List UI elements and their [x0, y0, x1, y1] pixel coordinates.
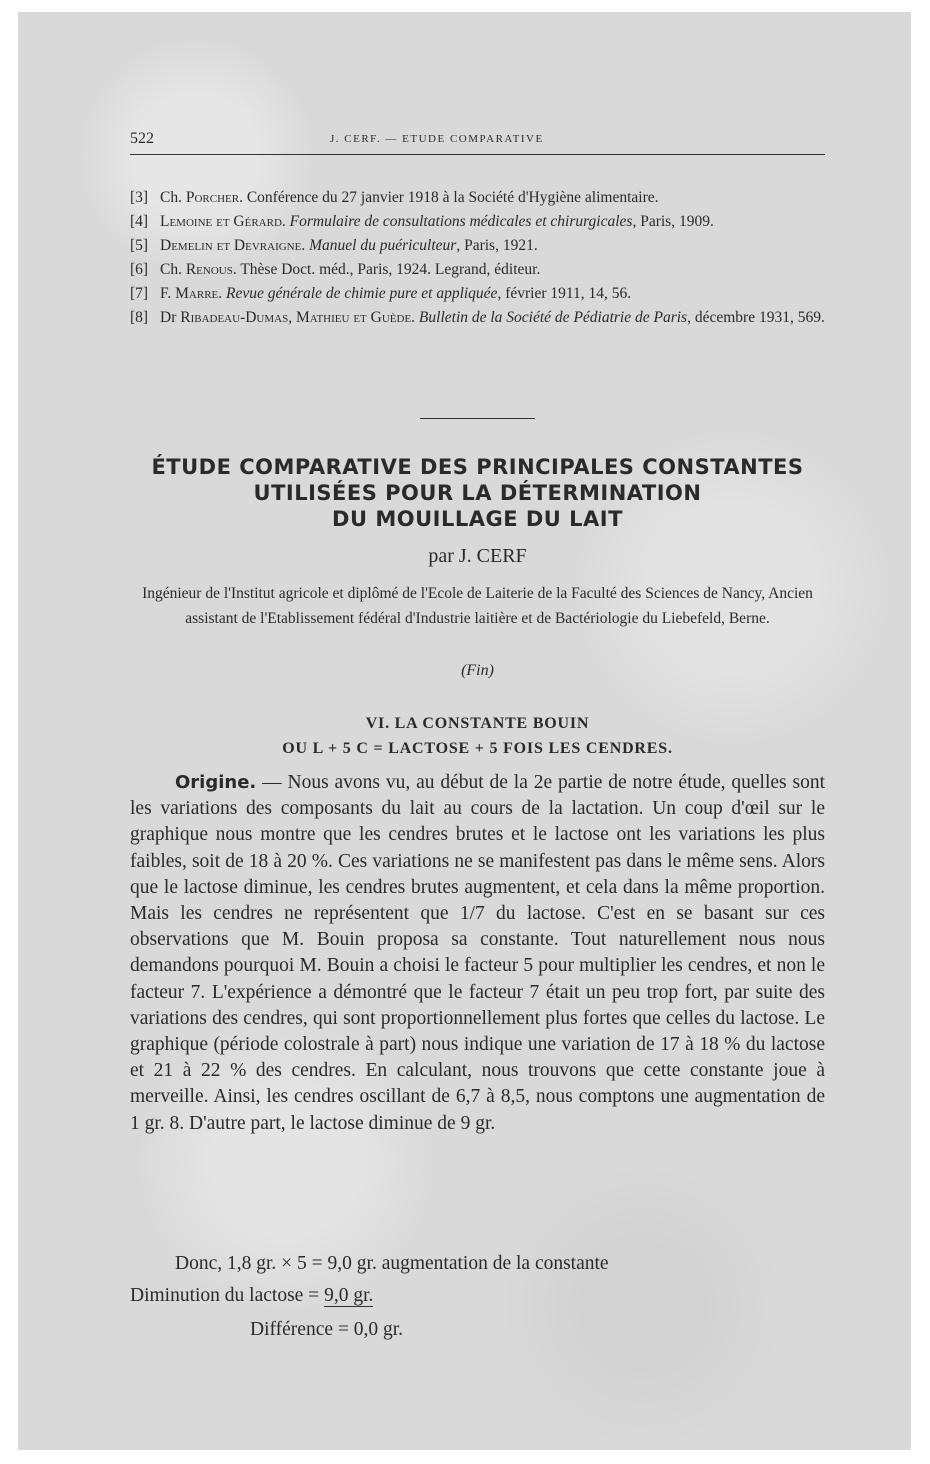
paragraph-lead: Origine.	[175, 772, 257, 793]
running-title: J. CERF. — ETUDE COMPARATIVE	[330, 133, 544, 145]
page-number: 522	[130, 130, 154, 147]
reference-item: [8] Dr Ribadeau-Dumas, Mathieu et Guède. Bulletin de la Société de Pédiatrie de Paris, décembre 1931, 569.	[130, 309, 825, 326]
reference-list	[130, 186, 825, 330]
reference-item: [4] Lemoine et Gérard. Formulaire de consultations médicales et chirurgicales, Paris, 1909.	[130, 213, 714, 230]
calc-line: Diminution du lactose = 9,0 gr.	[130, 1285, 374, 1306]
calc-line: Différence = 0,0 gr.	[250, 1319, 404, 1340]
author-affiliation: Ingénieur de l'Institut agricole et diplômé de l'Ecole de Laiterie de la Faculté des Sciences de Nancy, Ancien assistant de l'Etablissement fédéral d'Industrie laitière et de Bactériologie du Liebefeld, Berne.	[142, 585, 813, 627]
running-header	[130, 124, 825, 155]
section-divider	[420, 418, 535, 419]
byline: par J. CERF	[428, 545, 527, 567]
article-title: ÉTUDE COMPARATIVE DES PRINCIPALES CONSTANTES UTILISÉES POUR LA DÉTERMINATION DU MOUILLAGE DU LAIT	[151, 455, 804, 531]
reference-item: [3] Ch. Porcher. Conférence du 27 janvier 1918 à la Société d'Hygiène alimentaire.	[130, 189, 659, 206]
body-text	[130, 770, 825, 1137]
paragraph: Origine. — Nous avons vu, au début de la 2e partie de notre étude, quelles sont les variations des composants du lait au cours de la lactation. Un coup d'œil sur le graphique nous montre que les cendres brutes et le lactose ont les variations les plus faibles, soit de 18 à 20 %. Ces variations ne se manifestent pas dans le même sens. Alors que le lactose diminue, les cendres brutes augmentent, et cela dans la même proportion. Mais les cendres ne représentent que 1/7 du lactose. C'est en se basant sur ces observations que M. Bouin proposa sa constante. Tout naturellement nous nous demandons pourquoi M. Bouin a choisi le facteur 5 pour multiplier les cendres, et non le facteur 7. L'expérience a démontré que le facteur 7 était un peu trop fort, par suite des variations des cendres, qui sont proportionnellement plus fortes que celles du lactose. Le graphique (période colostrale à part) nous indique une variation de 17 à 18 % du lactose et 21 à 22 % des cendres. En calculant, nous trouvons que cette constante joue à merveille. Ainsi, les cendres oscillant de 6,7 à 8,5, nous comptons une augmentation de 1 gr. 8. D'autre part, le lactose diminue de 9 gr.	[130, 772, 825, 1134]
reference-item: [6] Ch. Renous. Thèse Doct. méd., Paris, 1924. Legrand, éditeur.	[130, 261, 541, 278]
section-heading: VI. LA CONSTANTE BOUIN OU L + 5 C = LACTOSE + 5 FOIS LES CENDRES.	[282, 715, 673, 757]
fin-marker: (Fin)	[461, 662, 494, 679]
calc-line: Donc, 1,8 gr. × 5 = 9,0 gr. augmentation de la constante	[175, 1253, 609, 1274]
reference-item: [5] Demelin et Devraigne. Manuel du puériculteur, Paris, 1921.	[130, 237, 538, 254]
reference-item: [7] F. Marre. Revue générale de chimie pure et appliquée, février 1911, 14, 56.	[130, 285, 632, 302]
